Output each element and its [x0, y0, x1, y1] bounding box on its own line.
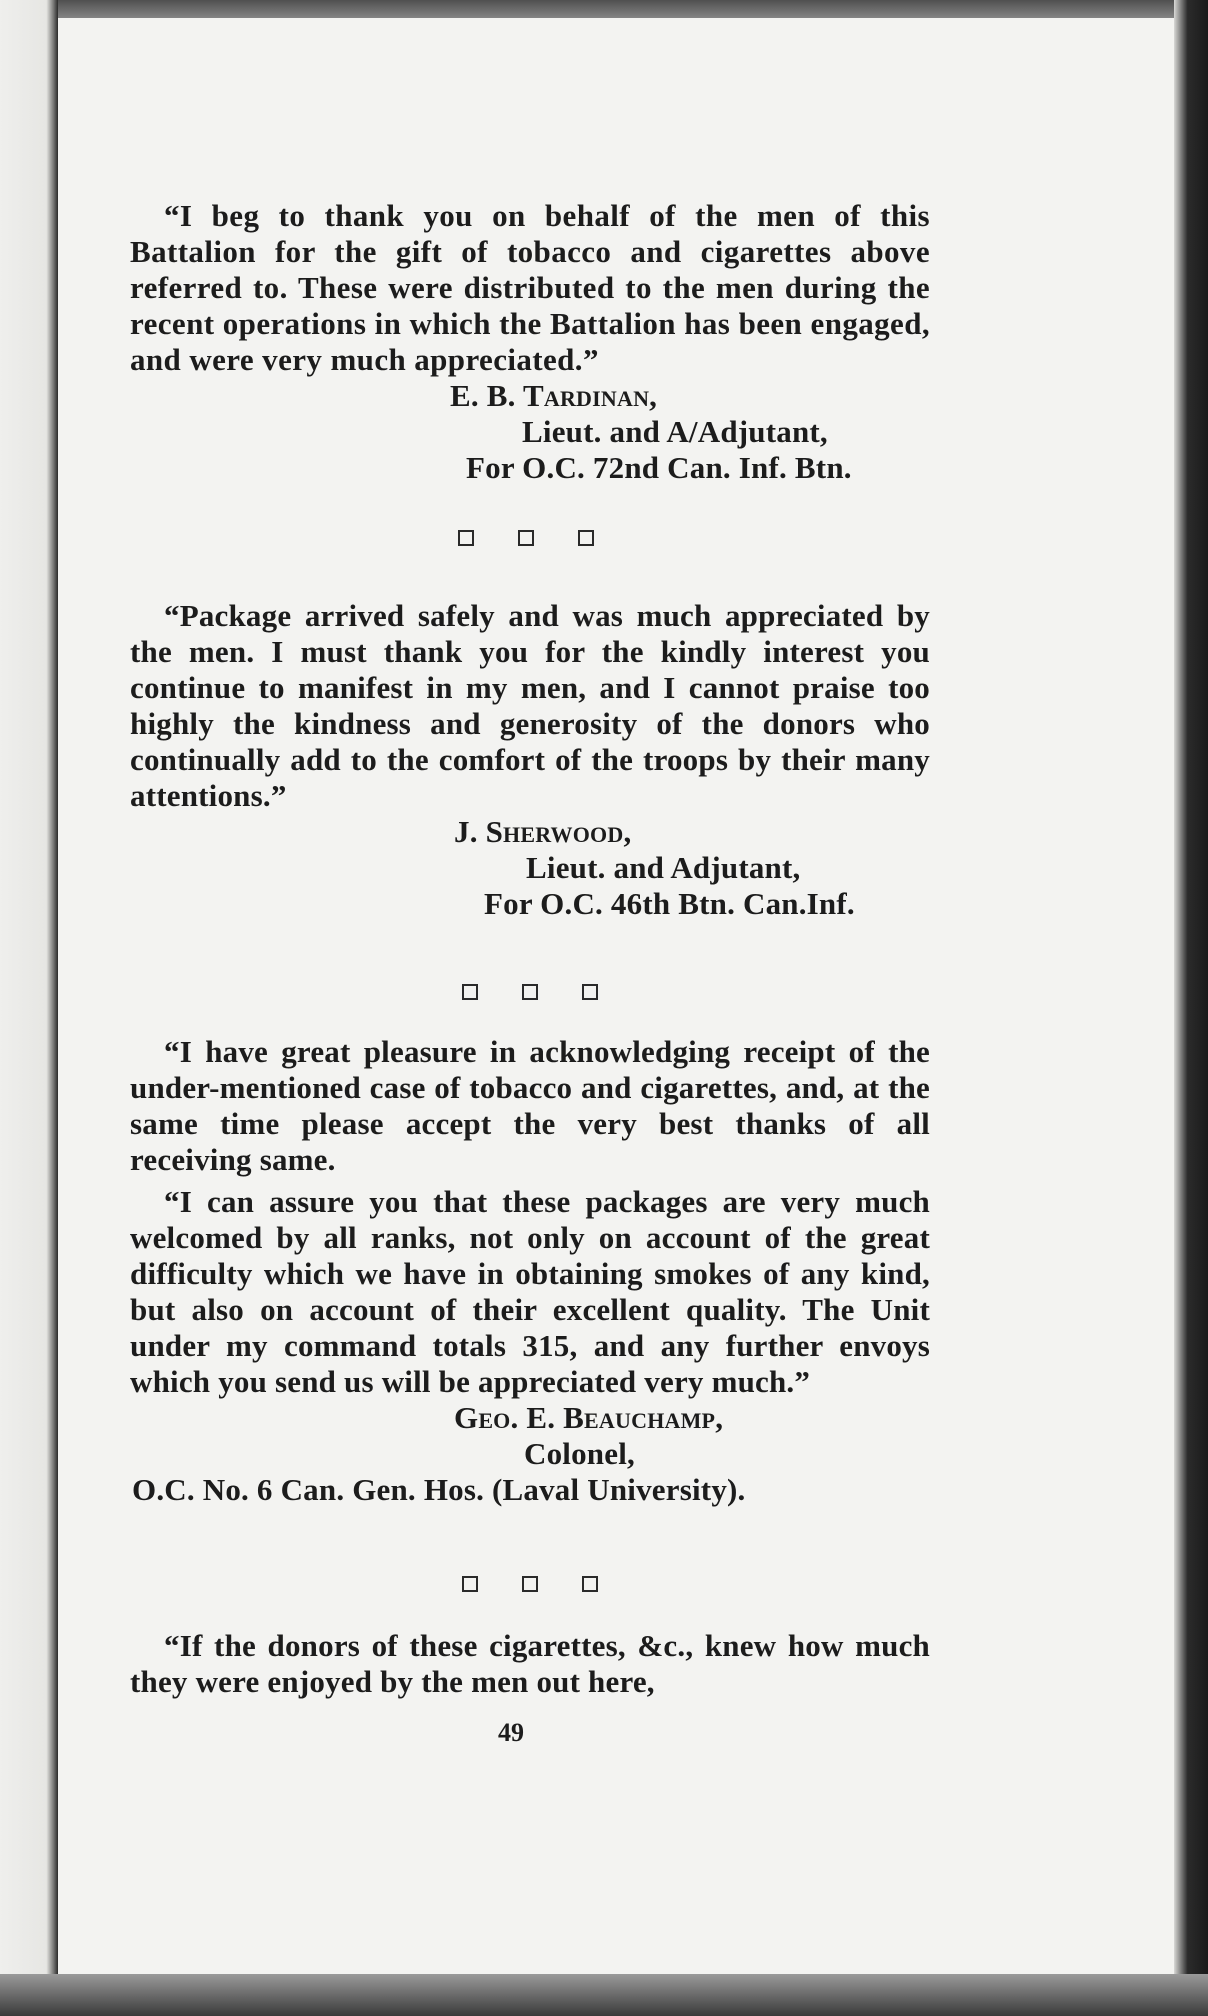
divider-square-icon — [582, 1576, 598, 1592]
letter-3-signature-name — [454, 1400, 930, 1436]
letter-2-signature-name — [454, 814, 930, 850]
letter-3-paragraph-1: “I have great pleasure in acknowledging receipt of the under-mentioned case of tobacco and cigarettes, and, at the same time please accept the very best thanks of all receiving same. — [130, 1034, 930, 1177]
section-divider-3 — [462, 1576, 598, 1592]
letter-1-signature-name-text: E. B. Tardinan, — [450, 378, 658, 413]
letter-1 — [130, 198, 930, 486]
letter-1-signature-rank: Lieut. and A/Adjutant, — [522, 414, 828, 449]
section-divider-2 — [462, 984, 598, 1000]
letter-2-signature-name-text: J. Sherwood, — [454, 814, 632, 849]
page-number: 49 — [498, 1718, 524, 1747]
letter-2-paragraph-1: “Package arrived safely and was much appreciated by the men. I must thank you for the kindly interest you continue to manifest in my men, and I cannot praise too highly the kindness and generosity of the donors who continually add to the comfort of the troops by their many attentions.” — [130, 598, 930, 813]
letter-2 — [130, 598, 930, 922]
divider-square-icon — [578, 530, 594, 546]
letter-3 — [130, 1034, 930, 1508]
letter-1-paragraph-1: “I beg to thank you on behalf of the men of this Battalion for the gift of tobacco and cigarettes above referred to. These were distributed to the men during the recent operations in which the Battalion has been engaged, and were very much appreciated.” — [130, 198, 930, 377]
letter-4-paragraph-1: “If the donors of these cigarettes, &c., knew how much they were enjoyed by the men out here, — [130, 1628, 930, 1699]
divider-square-icon — [462, 1576, 478, 1592]
letter-3-paragraph-2: “I can assure you that these packages are very much welcomed by all ranks, not only on account of the great difficulty which we have in obtaining smokes of any kind, but also on account of their excellent quality. The Unit under my command totals 315, and any further envoys which you send us will be appreciated very much.” — [130, 1184, 930, 1399]
letter-1-signature-unit: For O.C. 72nd Can. Inf. Btn. — [466, 450, 852, 485]
letter-2-signature-rank: Lieut. and Adjutant, — [526, 850, 801, 885]
divider-square-icon — [462, 984, 478, 1000]
letter-1-signature-name — [450, 378, 930, 414]
bottom-scan-edge — [0, 1974, 1208, 2016]
divider-square-icon — [518, 530, 534, 546]
divider-square-icon — [522, 1576, 538, 1592]
top-scan-edge — [0, 0, 1208, 20]
letter-3-signature-name-text: Geo. E. Beauchamp, — [454, 1400, 724, 1435]
left-page-edge — [0, 0, 58, 2016]
letter-3-signature-rank: Colonel, — [524, 1436, 635, 1471]
right-scan-edge — [1174, 0, 1208, 2016]
letter-4 — [130, 1628, 930, 1700]
divider-square-icon — [458, 530, 474, 546]
divider-square-icon — [522, 984, 538, 1000]
section-divider-1 — [458, 530, 594, 546]
letter-3-signature-unit: O.C. No. 6 Can. Gen. Hos. (Laval University). — [132, 1472, 746, 1507]
letter-2-signature-unit: For O.C. 46th Btn. Can.Inf. — [484, 886, 855, 921]
divider-square-icon — [582, 984, 598, 1000]
